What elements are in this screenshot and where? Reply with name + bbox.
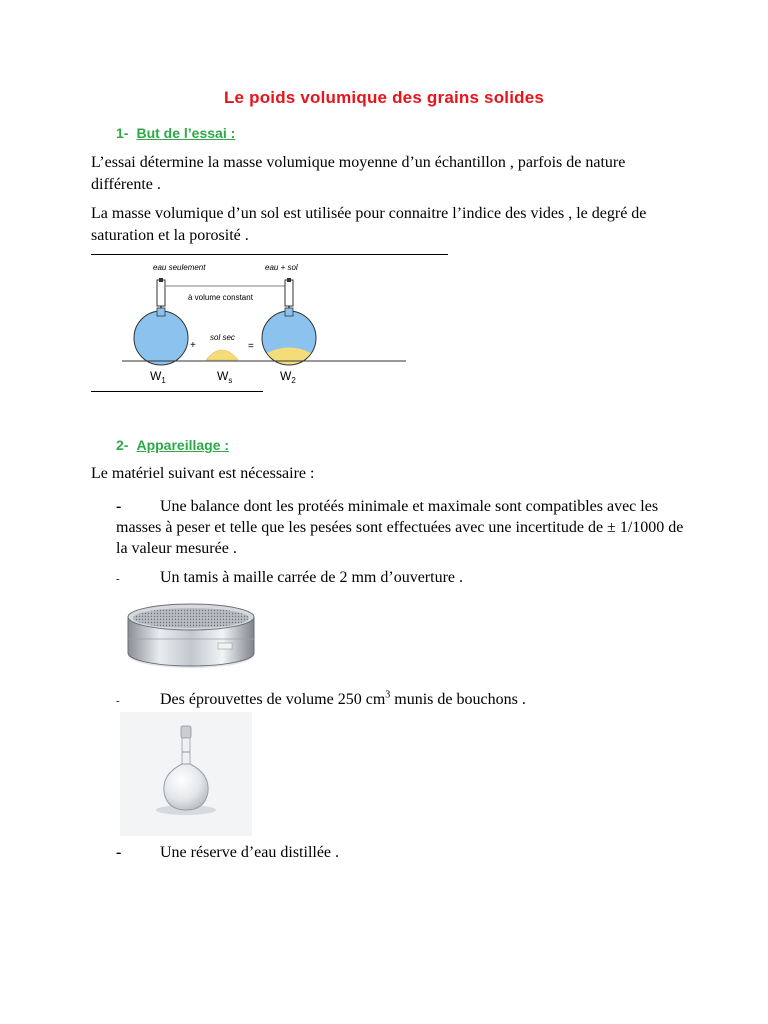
dry-soil-heap: [206, 350, 238, 360]
section-heading-but: [116, 125, 235, 141]
flask-water-soil: [262, 278, 316, 365]
flask-water-only: [134, 278, 188, 365]
label-ws: $W_s$: [217, 369, 233, 385]
list-item-eau-distillee: [116, 842, 696, 863]
label-w1: $W_1$: [150, 369, 166, 385]
section-label: Appareillage :: [136, 437, 230, 453]
list-item-balance: [116, 496, 696, 559]
label-w2: $W_2$: [280, 369, 296, 385]
list-dash: -: [116, 844, 122, 861]
label-volume-constant: à volume constant: [188, 293, 253, 302]
list-item-eprouvettes: [116, 685, 696, 712]
plus-sign: +: [190, 340, 196, 351]
sieve-image: [120, 597, 262, 673]
list-item-text: Une réserve d’eau distillée .: [160, 844, 340, 861]
label-eau-sol: eau + sol: [265, 263, 298, 272]
section-heading-appareillage: [116, 437, 229, 453]
list-item-tamis: [116, 567, 696, 590]
section-label: But de l’essai :: [136, 125, 236, 141]
list-item-text: Des éprouvettes de volume 250 $cm^3$ munis de bouchons .: [160, 690, 526, 709]
label-eau-seulement: eau seulement: [153, 263, 206, 272]
list-item-text: Un tamis à maille carrée de 2 mm d’ouverture .: [160, 569, 463, 586]
section-number: 2-: [116, 437, 129, 453]
list-dash: -: [116, 498, 122, 515]
pycnometer-diagram: [118, 258, 410, 390]
page-title: Le poids volumique des grains solides: [223, 88, 545, 107]
figure-bottom-rule: [91, 391, 263, 392]
equals-sign: =: [248, 341, 254, 352]
volumetric-flask-image: [120, 712, 252, 836]
paragraph-materiel: Le matériel suivant est nécessaire :: [91, 465, 315, 482]
paragraph-essai: L’essai détermine la masse volumique moyenne d’un échantillon , parfois de nature différente .: [91, 154, 626, 193]
label-sol-sec: sol sec: [210, 333, 235, 342]
list-dash: -: [116, 695, 120, 708]
figure-top-rule: [91, 254, 448, 255]
list-item-text: Une balance dont les protéés minimale et maximale sont compatibles avec les masses à peser et telle que les pesées sont effectuées avec une incertitude de ± 1/1000 de la valeur mesurée .: [116, 498, 684, 557]
paragraph-masse-volumique: La masse volumique d’un sol est utilisée pour connaitre l’indice des vides , le degré de saturation et la porosité .: [91, 205, 647, 244]
list-dash: -: [116, 573, 120, 585]
section-number: 1-: [116, 125, 129, 141]
